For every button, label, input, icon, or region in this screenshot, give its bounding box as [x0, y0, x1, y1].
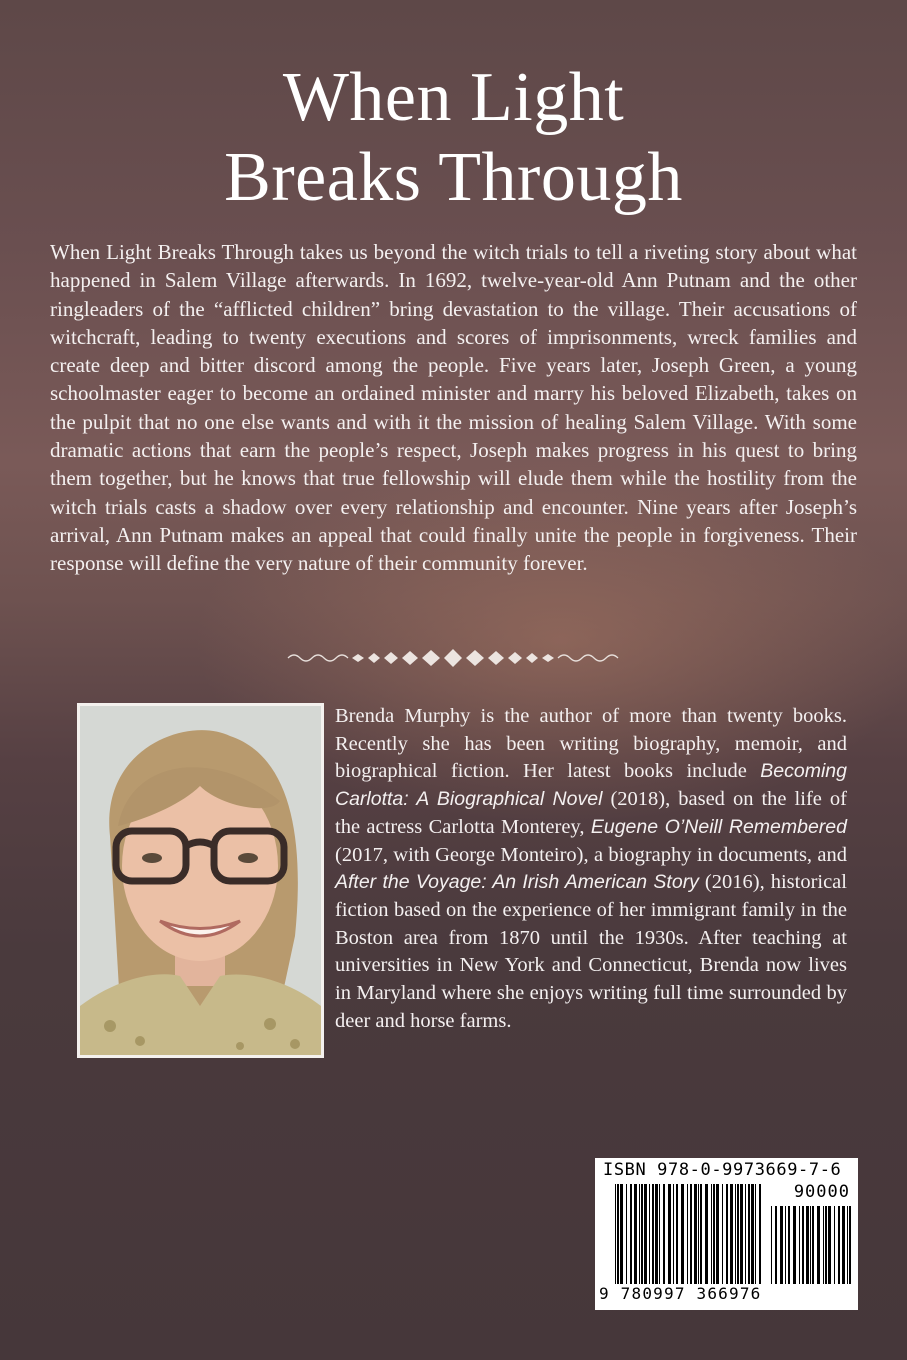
barcode-bar	[649, 1184, 650, 1284]
barcode-bar	[626, 1184, 627, 1284]
barcode-bar	[700, 1184, 702, 1284]
author-bio-text-3: (2017, with George Monteiro), a biography in documents, and	[335, 843, 847, 866]
barcode-bar	[726, 1184, 728, 1284]
barcode-bar	[681, 1184, 684, 1284]
barcode-bar	[748, 1184, 750, 1284]
barcode-bar	[620, 1184, 623, 1284]
barcode-bar	[825, 1206, 827, 1284]
book-title-becoming-carlotta: Becoming Carlotta: A Biographical Novel	[335, 760, 847, 811]
barcode-bar	[617, 1184, 619, 1284]
barcode-bar	[755, 1184, 756, 1284]
barcode-bar	[652, 1184, 654, 1284]
barcode-bar	[694, 1184, 697, 1284]
author-bio-text-4: (2016), historical fiction based on the experience of her immigrant family in the Boston area from 1870 until the 1930s. After teaching at universities in New York and Connecticut, Brenda now lives in Maryland where she enjoys writing full time surrounded by deer and horse farms.	[335, 871, 847, 1032]
barcode-bar	[687, 1184, 688, 1284]
barcode-bar	[615, 1184, 616, 1284]
barcode-bar	[673, 1184, 674, 1284]
barcode-bar	[630, 1184, 632, 1284]
barcode-bar	[698, 1184, 699, 1284]
barcode-bar	[676, 1184, 678, 1284]
barcode-bar	[842, 1206, 845, 1284]
isbn-barcode	[595, 1158, 858, 1310]
barcode-bar	[737, 1184, 739, 1284]
barcode-bar	[655, 1184, 658, 1284]
barcode-bar	[817, 1206, 820, 1284]
barcode-bar	[722, 1184, 723, 1284]
price-code: 90000	[793, 1182, 850, 1202]
barcode-bar	[849, 1206, 851, 1284]
barcode-bar	[823, 1206, 824, 1284]
barcode-bar	[639, 1184, 640, 1284]
barcode-bar	[634, 1184, 637, 1284]
barcode-bar	[745, 1184, 746, 1284]
barcode-bar	[793, 1206, 796, 1284]
barcode-bar	[812, 1206, 814, 1284]
barcode-bar	[785, 1206, 786, 1284]
barcode-bar	[730, 1184, 733, 1284]
book-title-eugene-oneill: Eugene O’Neill Remembered	[590, 815, 847, 838]
barcode-bar	[751, 1184, 754, 1284]
barcode-bar	[641, 1184, 643, 1284]
barcode-bar	[834, 1206, 835, 1284]
ean-digits: 9 780997 366976	[599, 1284, 762, 1303]
barcode-bar	[735, 1184, 736, 1284]
barcode-bar	[810, 1206, 811, 1284]
barcode-bar	[711, 1184, 712, 1284]
barcode-bar	[802, 1206, 804, 1284]
barcode-bar	[780, 1206, 783, 1284]
barcode-bar	[799, 1206, 800, 1284]
author-bio-text-1: Brenda Murphy is the author of more than twenty books. Recently she has been writing biography, memoir, and biographical fiction. Her latest books include	[335, 705, 847, 783]
isbn-label: ISBN 978-0-9973669-7-6	[603, 1160, 842, 1180]
barcode-bar	[788, 1206, 790, 1284]
barcode-bar	[690, 1184, 692, 1284]
barcode-bar	[659, 1184, 660, 1284]
barcode-bar	[668, 1184, 671, 1284]
book-title-line-1: When Light	[282, 59, 625, 136]
barcode-bar	[663, 1184, 665, 1284]
book-title-after-the-voyage: After the Voyage: An Irish American Story	[335, 871, 699, 894]
barcode-bar	[828, 1206, 831, 1284]
barcode-bar	[838, 1206, 840, 1284]
author-bio-text-2: (2018), based on the life of the actress Carlotta Monterey,	[335, 788, 847, 838]
barcode-bar	[847, 1206, 848, 1284]
book-title	[0, 58, 907, 218]
book-blurb: When Light Breaks Through takes us beyond the witch trials to tell a riveting story about what happened in Salem Village afterwards. In 1692, twelve-year-old Ann Putnam and the other ringleaders of the “afflicted children” bring devastation to the village. Their accusations of witchcraft, leading to twenty executions and scores of imprisonments, wreck families and create deep and bitter discord among the people. Five years later, Joseph Green, a young schoolmaster eager to become an ordained minister and marry his beloved Elizabeth, takes on the pulpit that no one else wants and with it the mission of healing Salem Village. With some dramatic actions that earn the people’s respect, Joseph makes progress in his quest to bring them together, but he knows that true fellowship will elude them while the hostility from the witch trials casts a shadow over every relationship and encounter. Nine years after Joseph’s arrival, Ann Putnam makes an appeal that could finally unite the people in forgiveness. Their response will define the very nature of their community forever.	[50, 240, 857, 576]
barcode-bar	[759, 1184, 761, 1284]
barcode-bar	[705, 1184, 708, 1284]
author-portrait-image	[80, 706, 321, 1055]
barcode-bar	[775, 1206, 777, 1284]
author-photo	[77, 703, 324, 1058]
book-title-line-2: Breaks Through	[224, 139, 683, 216]
barcode-bar	[806, 1206, 809, 1284]
decorative-divider-icon	[286, 648, 620, 668]
barcode-bar	[644, 1184, 647, 1284]
author-bio	[335, 703, 847, 1035]
barcode-bar	[740, 1184, 743, 1284]
barcode-bar	[713, 1184, 715, 1284]
barcode-bar	[716, 1184, 719, 1284]
barcode-bar	[771, 1206, 772, 1284]
